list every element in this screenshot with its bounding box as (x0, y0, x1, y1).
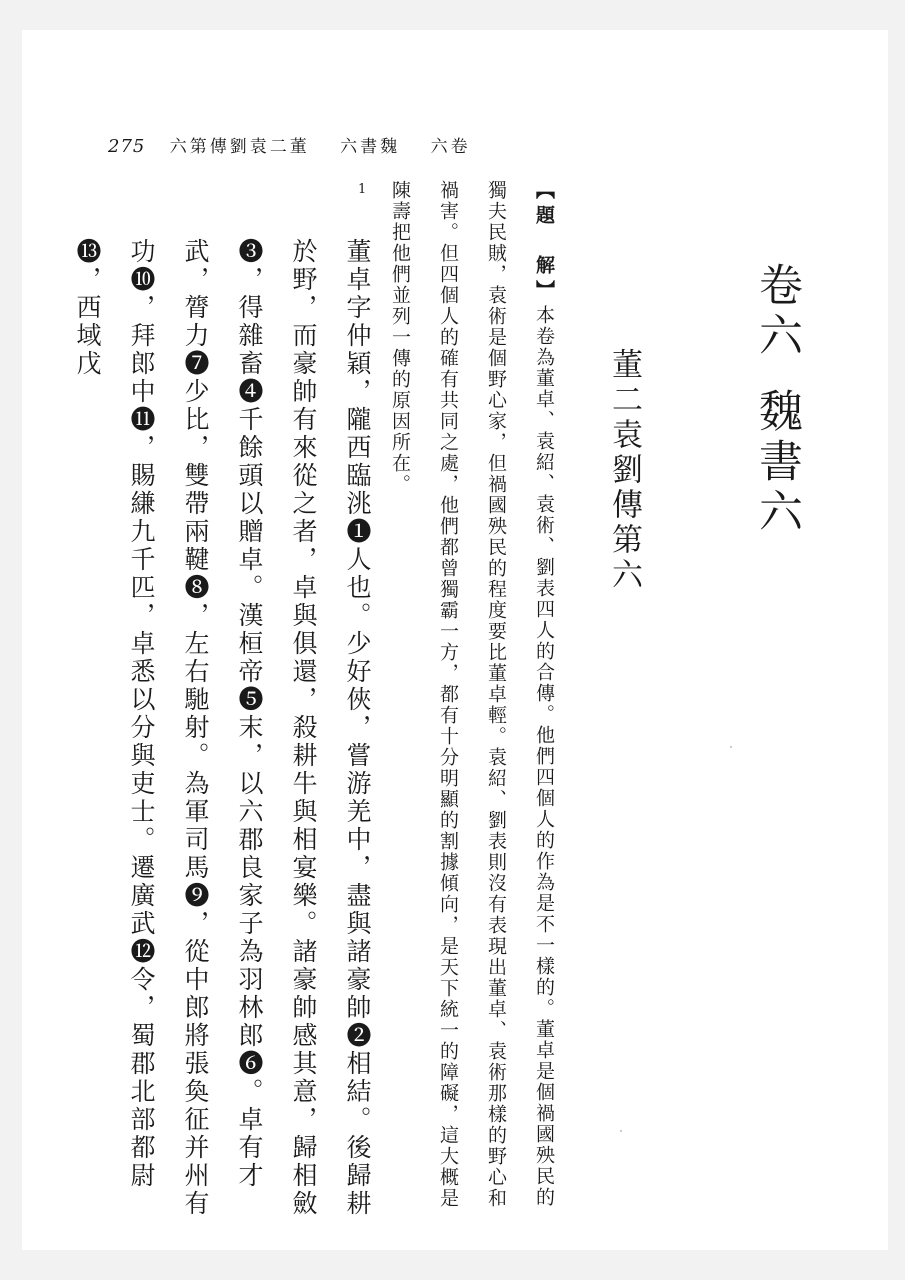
intro-paragraph (376, 180, 568, 1220)
running-title-chapter: 六第傳劉袁二董 (169, 137, 310, 157)
running-header (108, 132, 471, 157)
running-title-volume: 六卷 (430, 137, 471, 157)
intro-tag: 【題 解】 (533, 180, 555, 305)
section-marker: 1 (358, 182, 367, 197)
chapter-title: 董二袁劉傳第六 (606, 348, 642, 593)
scan-dot (730, 746, 732, 748)
main-text: 董卓字仲穎，隴西臨洮❶人也。少好俠，嘗游羌中，盡與諸豪帥❷相結。後歸耕於野，而豪帥有來從之者，卓與俱還，殺耕牛與相宴樂。諸豪帥感其意，歸相斂❸，得雜畜❹千餘頭以贈卓。漢桓帝❺末，以六郡良家子為羽林郎❻。卓有才武，膂力❼少比，雙帶兩鞬❽，左右馳射。為軍司馬❾，從中郎將張奐征并州有功❿，拜郎中⓫，賜縑九千匹，卓悉以分與吏士。遷廣武⓬令，蜀郡北部都尉⓭，西域戊 (73, 238, 372, 1218)
scan-dot (620, 1130, 622, 1132)
volume-title-part1: 卷六 (751, 262, 802, 362)
intro-text: 本卷為董卓、袁紹、袁術、劉表四人的合傳。他們四個人的作為是不一樣的。董卓是個禍國殃民的獨夫民賊，袁術是個野心家，但禍國殃民的程度要比董卓輕。袁紹、劉表則沒有表現出董卓、袁術那樣的野心和禍害。但四個人的確有共同之處，他們都曾獨霸一方，都有十分明顯的割據傾向，是天下統一的障礙，這大概是陳壽把他們並列一傳的原因所在。 (389, 180, 555, 1209)
book-page (22, 30, 888, 1250)
page-number: 275 (108, 136, 146, 157)
volume-title (744, 262, 808, 538)
running-title-book: 六書魏 (340, 137, 401, 157)
intro-section (389, 180, 568, 1220)
main-text-section (73, 238, 384, 1218)
volume-title-part2: 魏書六 (751, 388, 802, 538)
